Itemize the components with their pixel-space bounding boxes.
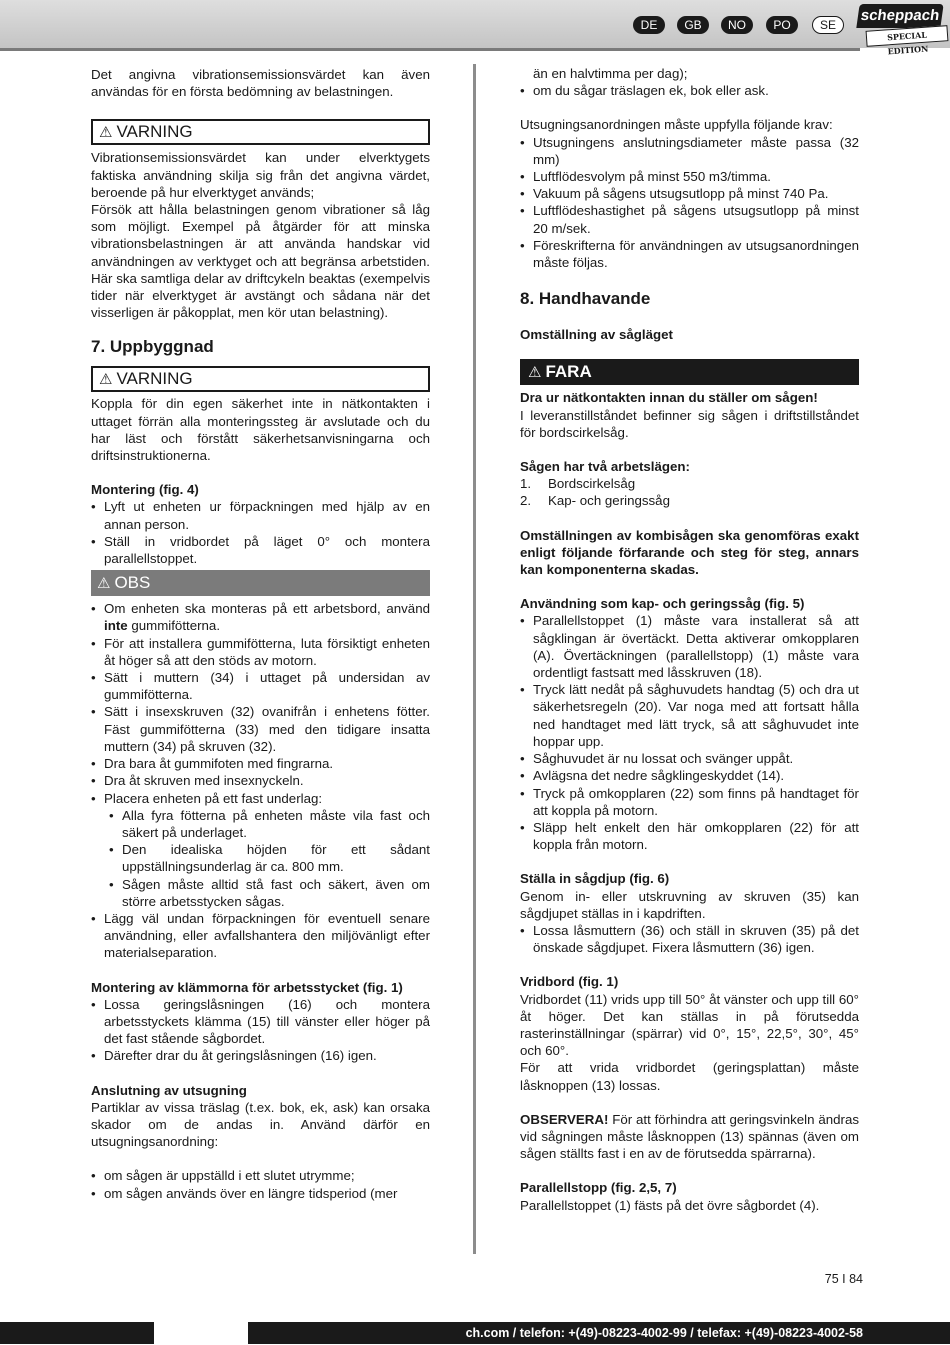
list-item: • Alla fyra fötterna på enheten måste vila fast och säkert på underlaget. (109, 807, 430, 841)
language-tab-po[interactable]: PO (766, 16, 798, 34)
warning-triangle-icon: ⚠ (528, 364, 542, 382)
bold-paragraph: Omställningen av kombisågen ska genomföras exakt enligt följande förfarande och steg för steg, annars kan komponenterna skadas. (520, 527, 859, 578)
klammor-list (91, 996, 430, 1065)
list-item: • Placera enheten på ett fast underlag: (91, 790, 430, 807)
list-item: • Sågen måste alltid stå fast och säkert, även om större arbetsstycken sågas. (109, 876, 430, 910)
krav-list (520, 134, 859, 272)
continued-list (520, 82, 859, 99)
danger-box (520, 359, 859, 385)
header-bar (0, 0, 950, 48)
warning-title: VARNING (116, 369, 193, 389)
paragraph: Vridbordet (11) vrids upp till 50° åt vänster och upp till 60° åt höger. Det kan ställas in på förutsedda rasterinställningar (spärrar) vid 0°, 15°, 22,5°, 30°, 45° och 60°. (520, 991, 859, 1059)
subsection-title: Användning som kap- och geringssåg (fig. 5) (520, 596, 805, 612)
list-item: • Sätt i insexskruven (32) ovanifrån i enhetens fötter. Fäst gummifötterna (33) med den tidigare insatta muttern (34) på skruven (32). (91, 703, 430, 755)
paragraph: Partiklar av vissa träslag (t.ex. bok, ek, ask) kan orsaka skador om de andas in. Använd därför en utsugningsanordning: (91, 1099, 430, 1150)
list-item: • Luftflödeshastighet på sågens utsugsutlopp på minst 20 m/sek. (520, 202, 859, 236)
subsection-title: Sågen har två arbetslägen: (520, 459, 690, 475)
list-item: • Lyft ut enheten ur förpackningen med hjälp av en annan person. (91, 498, 430, 532)
language-tab-de[interactable]: DE (633, 16, 665, 34)
list-item: • Tryck lätt nedåt på såghuvudets handtag (5) och dra ut säkerhetsregeln (20). Var noga med att fortsatt hålla ned handtaget med lätt tryck, så att såghuvudet inte hoppar upp. (520, 681, 859, 750)
column-divider (473, 64, 476, 1254)
list-item: 1. Bordscirkelsåg (520, 476, 636, 492)
list-item: • Den idealiska höjden för ett sådant uppställningsunderlag är ca. 800 mm. (109, 841, 430, 875)
section-title: 8. Handhavande (520, 289, 651, 309)
continued-text: än en halvtimma per dag); (533, 66, 688, 81)
warning-title: VARNING (116, 122, 193, 142)
list-item: • Ställ in vridbordet på läget 0° och montera parallellstoppet. (91, 533, 430, 567)
paragraph: För att vrida vridbordet (geringsplattan) måste låsknoppen (13) lossas. (520, 1060, 859, 1093)
footer-bar (0, 1322, 950, 1344)
list-item: • Sätt i muttern (34) i uttaget på undersidan av gummifötterna. (91, 669, 430, 703)
paragraph: Utsugningsanordningen måste uppfylla följande krav: (520, 117, 833, 133)
warning-triangle-icon: ⚠ (97, 575, 111, 593)
list-item: • Avlägsna det nedre sågklingeskyddet (14). (520, 767, 859, 784)
list-item: • Såghuvudet är nu lossat och svänger uppåt. (520, 750, 859, 767)
danger-bold-text: Dra ur nätkontakten innan du ställer om sågen! (520, 390, 818, 406)
logo-edition-text: SPECIAL EDITION (866, 25, 949, 47)
obs-list-tail (91, 910, 430, 962)
paragraph: Genom in- eller utskruvning av skruven (35) kan sågdjupet ställas in i kapdriften. (520, 888, 859, 921)
subsection-title: Montering av klämmorna för arbetsstycket (fig. 1) (91, 979, 403, 995)
subsection-title: Anslutning av utsugning (91, 1082, 247, 1098)
list-item: • Utsugningens anslutningsdiameter måste passa (32 mm) (520, 134, 859, 168)
warning-text: Koppla för din egen säkerhet inte in nätkontakten i uttaget förrän alla monteringssteg är avslutade och du har läst och förstått säkerhetsanvisningarna och driftsinstruktionerna. (91, 396, 430, 464)
warning-text: Vibrationsemissionsvärdet kan under elverktygets faktiska användning skilja sig från det angivna värdet, beroende på hur elverktyget används; (91, 150, 430, 200)
language-tab-se[interactable]: SE (812, 16, 844, 34)
warning-triangle-icon: ⚠ (99, 124, 113, 142)
paragraph: I leveranstillståndet befinner sig sågen i driftstillståndet för bordscirkelsåg. (520, 407, 859, 440)
subsection-title: Montering (fig. 4) (91, 482, 199, 498)
list-item: 2. Kap- och geringssåg (520, 493, 670, 509)
language-tab-no[interactable]: NO (721, 16, 753, 34)
footer-gap (154, 1322, 248, 1344)
subsection-title: Ställa in sågdjup (fig. 6) (520, 871, 670, 887)
lagen-list (520, 475, 859, 509)
page-number: 75 I 84 (824, 1272, 863, 1286)
obs-list (91, 600, 430, 806)
brand-logo (856, 4, 946, 57)
warning-box-2 (91, 366, 430, 392)
left-column (91, 66, 430, 1202)
intro-paragraph: Det angivna vibrationsemissionsvärdet kan även användas för en första bedömning av belastningen. (91, 67, 430, 100)
list-item: • Vakuum på sågens utsugsutlopp på minst 740 Pa. (520, 185, 859, 202)
list-item: • Lossa geringslåsningen (16) och montera arbetsstyckets klämma (15) till vänster eller höger på det fast stående sågbordet. (91, 996, 430, 1048)
subsection-title: Vridbord (fig. 1) (520, 974, 619, 990)
header-rule (0, 48, 860, 51)
list-item: • Släpp helt enkelt den här omkopplaren (22) för att koppla från motorn. (520, 819, 859, 853)
list-item: • Parallellstoppet (1) måste vara installerat så att sågklingan är övertäckt. Detta aktiverar omkopplaren (A). Övertäckningen (parallellstopp) (1) måste vara ordentligt fastsatt med låsskruven (18). (520, 612, 859, 681)
list-item: • Om enheten ska monteras på ett arbetsbord, använd inte gummifötterna. (91, 600, 430, 634)
list-item: • Tryck på omkopplaren (22) som finns på handtaget för att koppla på motorn. (520, 785, 859, 819)
right-column (520, 65, 859, 1214)
paragraph: Parallellstoppet (1) fästs på det övre sågbordet (4). (520, 1197, 820, 1213)
logo-brand-text: scheppach (856, 4, 943, 28)
warning-text: Försök att hålla belastningen genom vibrationer så låg som möjligt. Exempel på åtgärder för att minska vibrationsbelastningen är att använda handskar vid användningen av verktyget och att begränsa arbetstiden. Här ska samtliga delar av driftcykeln beaktas (exempelvis tider när elverktyget är avstängt och sådana när det visserligen är påkopplat, men kör utan belastning). (91, 202, 430, 321)
obs-title: OBS (114, 573, 151, 593)
warning-triangle-icon: ⚠ (99, 371, 113, 389)
warning-box-1 (91, 119, 430, 145)
subsection-title: Parallellstopp (fig. 2,5, 7) (520, 1180, 677, 1196)
obs-sublist (91, 807, 430, 910)
list-item: • Lägg väl undan förpackningen för eventuell senare användning, eller avfallshantera den miljövänligt efter materialseparation. (91, 910, 430, 962)
footer-contact: ch.com / telefon: +(49)-08223-4002-99 / telefax: +(49)-08223-4002-58 (465, 1326, 863, 1340)
list-item: • Därefter drar du åt geringslåsningen (16) igen. (91, 1047, 430, 1064)
list-item: • Luftflödesvolym på minst 550 m3/timma. (520, 168, 859, 185)
list-item: • om sågen används över en längre tidsperiod (mer (91, 1185, 430, 1202)
language-tab-gb[interactable]: GB (677, 16, 709, 34)
section-title: 7. Uppbyggnad (91, 337, 214, 357)
utsugning-list (91, 1167, 430, 1201)
anvandning-list (520, 612, 859, 853)
list-item: • Föreskrifterna för användningen av utsugsanordningen måste följas. (520, 237, 859, 271)
list-item: • Lossa låsmuttern (36) och ställ in skruven (35) på det önskade sågdjupet. Fixera låsmuttern (36) igen. (520, 922, 859, 956)
list-item: • Dra bara åt gummifoten med fingrarna. (91, 755, 430, 772)
list-item: • För att installera gummifötterna, luta försiktigt enheten åt höger så att den stöds av motorn. (91, 635, 430, 669)
list-item: • om du sågar träslagen ek, bok eller ask. (520, 82, 859, 99)
montering-list (91, 498, 430, 567)
subsection-title: Omställning av sågläget (520, 327, 673, 343)
obs-box (91, 570, 430, 596)
list-item: • om sågen är uppställd i ett slutet utrymme; (91, 1167, 430, 1184)
observera-paragraph: OBSERVERA! För att förhindra att geringsvinkeln ändras vid sågningen måste låsknoppen (13) spännas (även om sågen ställts fast i en av de förutsedda spärrarna). (520, 1111, 859, 1162)
list-item: • Dra åt skruven med insexnyckeln. (91, 772, 430, 789)
djup-list (520, 922, 859, 956)
danger-title: FARA (545, 362, 592, 382)
